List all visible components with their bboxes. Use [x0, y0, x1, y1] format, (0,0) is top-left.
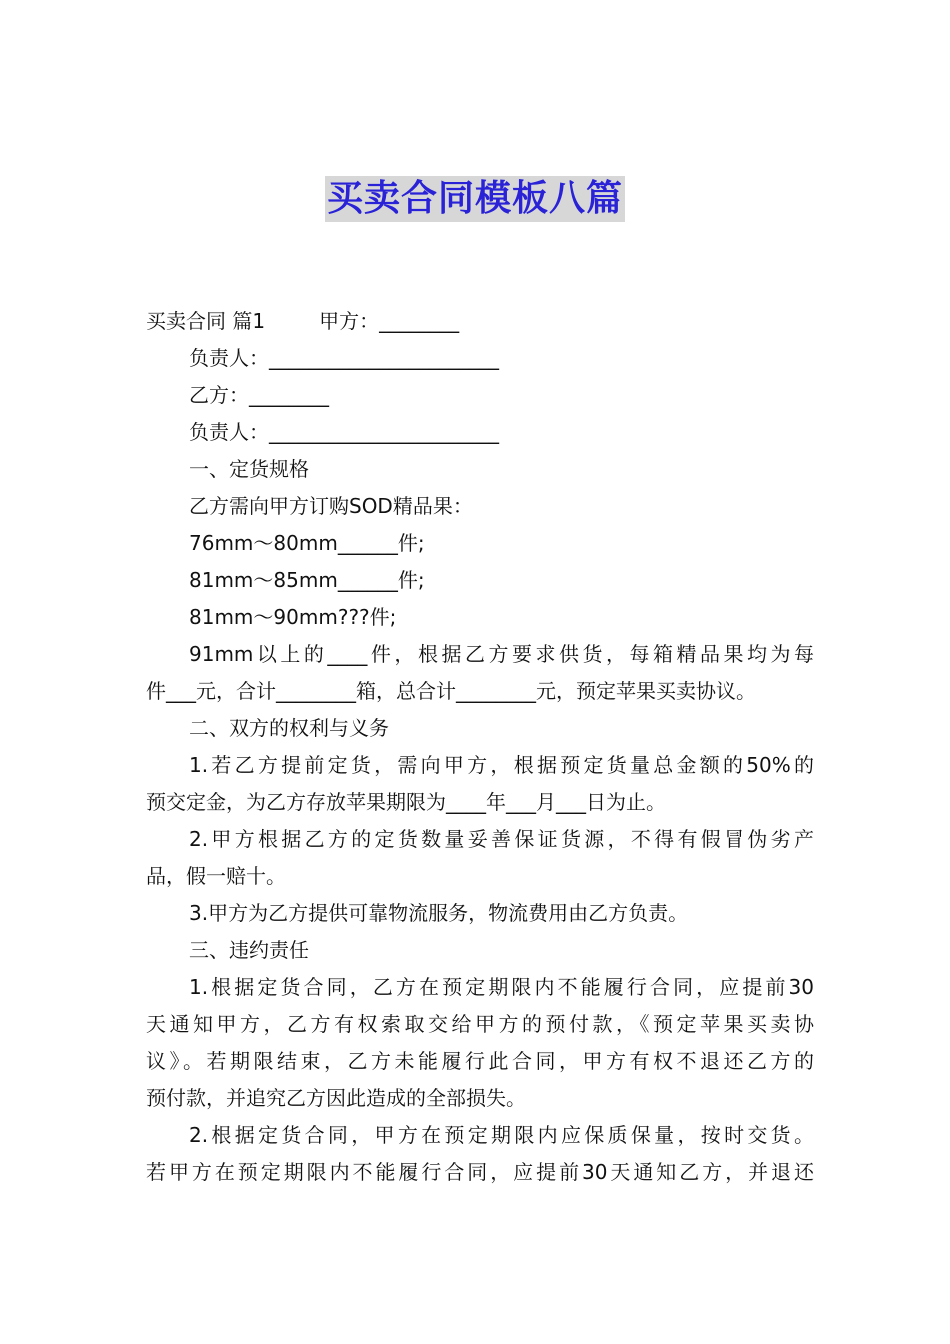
paragraph-line: 品，假一赔十。: [146, 864, 286, 888]
spec-line: 76mm～80mm______件;: [189, 531, 425, 555]
section-heading-3: 三、违约责任: [189, 938, 309, 962]
paragraph-line: 2.甲方根据乙方的定货数量妥善保证货源，不得有假冒伪劣产: [189, 827, 814, 851]
document-body: [146, 303, 814, 1191]
contract-heading: 买卖合同 篇1: [146, 309, 266, 333]
paragraph-line: 91mm以上的____件，根据乙方要求供货，每箱精品果均为每: [189, 642, 814, 666]
paragraph-line: 预交定金，为乙方存放苹果期限为____年___月___日为止。: [146, 790, 666, 814]
section-heading-2: 二、双方的权利与义务: [189, 716, 389, 740]
document-title: 买卖合同模板八篇: [325, 176, 625, 222]
party-a-field: 甲方：________: [319, 309, 460, 333]
spec-line: 81mm～85mm______件;: [189, 568, 425, 592]
party-b-field: 乙方：________: [189, 383, 329, 407]
paragraph-line: 1.根据定货合同，乙方在预定期限内不能履行合同，应提前30: [189, 975, 814, 999]
header-line: [146, 303, 814, 340]
paragraph-line: 2.根据定货合同，甲方在预定期限内应保质保量，按时交货。: [189, 1123, 814, 1147]
party-b-responsible: 负责人：_______________________: [189, 420, 499, 444]
paragraph-line: 1.若乙方提前定货，需向甲方，根据预定货量总金额的50%的: [189, 753, 814, 777]
paragraph-line: 预付款，并追究乙方因此造成的全部损失。: [146, 1086, 526, 1110]
paragraph-line: 若甲方在预定期限内不能履行合同，应提前30天通知乙方，并退还: [146, 1160, 814, 1184]
spec-line: 81mm～90mm???件;: [189, 605, 397, 629]
paragraph-line: 3.甲方为乙方提供可靠物流服务，物流费用由乙方负责。: [189, 901, 689, 925]
paragraph-line: 天通知甲方，乙方有权索取交给甲方的预付款，《预定苹果买卖协: [146, 1012, 814, 1036]
party-a-responsible: 负责人：_______________________: [189, 346, 499, 370]
paragraph-line: 件___元，合计________箱，总合计________元，预定苹果买卖协议。: [146, 679, 756, 703]
section-heading-1: 一、定货规格: [189, 457, 309, 481]
paragraph-line: 议》。若期限结束，乙方未能履行此合同，甲方有权不退还乙方的: [146, 1049, 814, 1073]
paragraph-line: 乙方需向甲方订购SOD精品果：: [189, 494, 473, 518]
title-container: [0, 176, 950, 222]
